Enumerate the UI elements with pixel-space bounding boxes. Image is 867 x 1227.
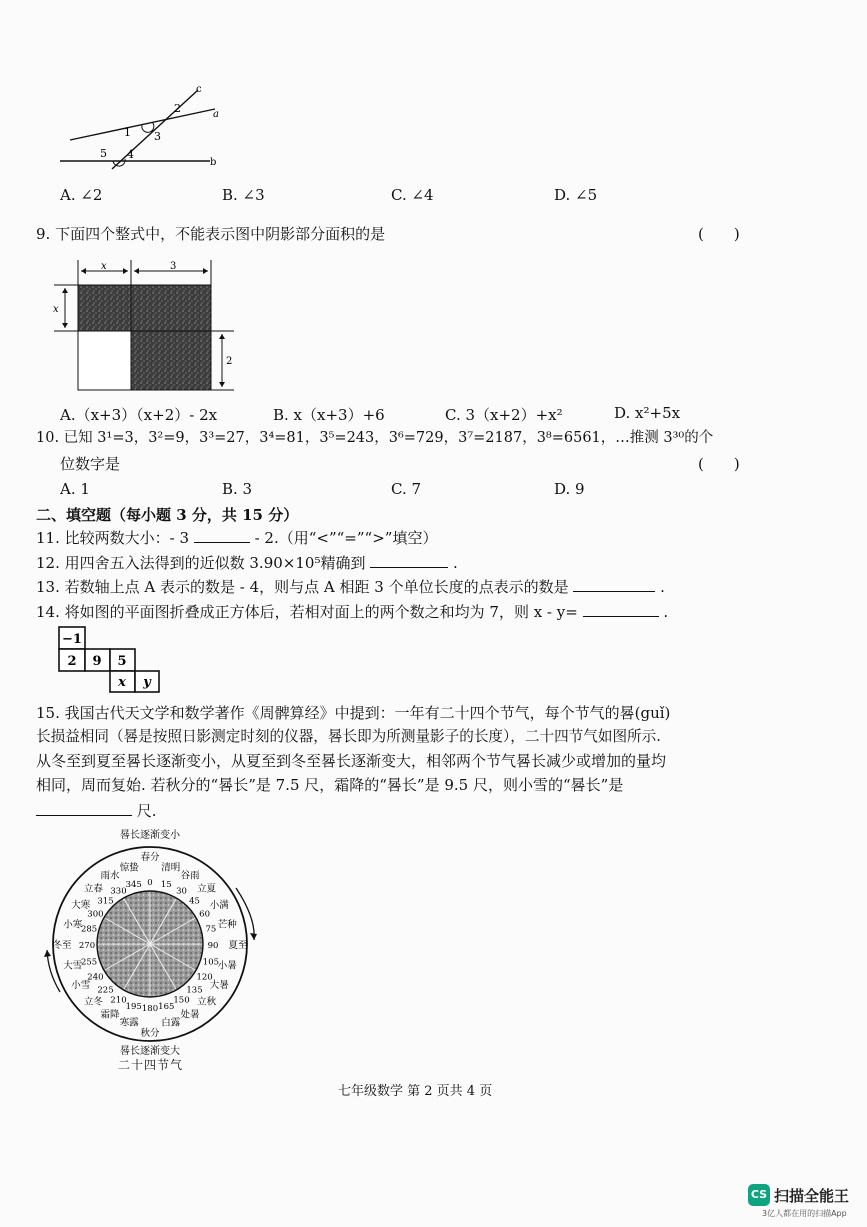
dim-top-x: x [101, 261, 107, 272]
section-2-heading: 二、填空题（每小题 3 分，共 15 分） [36, 506, 299, 524]
solar-term-name: 霜降 [100, 1009, 120, 1021]
q10-paren: ( ) [698, 455, 740, 473]
solar-term-degree: 30 [176, 886, 187, 897]
solar-term-degree: 345 [125, 880, 142, 891]
solar-term-name: 大雪 [63, 960, 83, 972]
solar-term-degree: 45 [189, 896, 200, 907]
wheel-caption: 二十四节气 [118, 1058, 184, 1072]
label-b: b [210, 157, 217, 168]
solar-terms-wheel [30, 822, 270, 1074]
dim-top-3: 3 [170, 261, 177, 272]
q11-part-b: - 2.（用“<”“=”“>”填空） [254, 529, 438, 547]
q15-line-4: 相同，周而复始. 若秋分的“晷长”是 7.5 尺，霜降的“晷长”是 9.5 尺，则小雪的“晷长”是 [36, 776, 624, 794]
solar-term-name: 冬至 [52, 940, 72, 951]
dim-left-x: x [53, 304, 59, 315]
solar-term-name: 立秋 [197, 996, 217, 1008]
label-5: 5 [100, 147, 107, 160]
solar-term-degree: 255 [80, 957, 98, 968]
solar-term-degree: 75 [205, 924, 217, 935]
q10-text: 10. 已知 3¹=3，3²=9，3³=27，3⁴=81，3⁵=243，3⁶=729，3⁷=2187，3⁸=6561，…推测 3³⁰的个 [36, 430, 714, 446]
q13-part-a: 13. 若数轴上点 A 表示的数是 - 4，则与点 A 相距 3 个单位长度的点表示的数是 [36, 578, 569, 596]
scanner-logo [748, 1184, 770, 1206]
q9-option-d: D. x²+5x [614, 404, 681, 422]
solar-term-name: 立冬 [83, 996, 103, 1008]
solar-term-degree: 60 [199, 909, 211, 920]
q10-option-d: D. 9 [554, 480, 585, 498]
solar-term-degree: 195 [125, 1001, 142, 1012]
solar-term-name: 大寒 [71, 900, 91, 911]
label-2: 2 [174, 102, 181, 115]
solar-term-name: 小暑 [217, 960, 237, 972]
q14-part-b: . [663, 603, 669, 621]
solar-term-name: 清明 [161, 862, 181, 874]
solar-term-degree: 150 [173, 995, 190, 1006]
q8-option-b: B. ∠3 [222, 186, 265, 204]
q12-part-b: . [453, 554, 458, 572]
solar-term-degree: 0 [147, 878, 153, 888]
solar-term-name: 夏至 [228, 940, 248, 951]
solar-term-name: 立夏 [197, 883, 217, 895]
solar-term-name: 大暑 [209, 980, 229, 991]
cube-net [56, 624, 166, 696]
solar-term-degree: 210 [110, 995, 127, 1006]
q9-text: 9. 下面四个整式中，不能表示图中阴影部分面积的是 [36, 225, 386, 243]
solar-term-name: 小雪 [71, 980, 91, 991]
solar-term-degree: 165 [158, 1001, 175, 1012]
net-cell-6: y [143, 675, 151, 690]
solar-term-degree: 270 [78, 941, 96, 951]
q10-option-c: C. 7 [391, 480, 422, 498]
q15-line-1: 15. 我国古代天文学和数学著作《周髀算经》中提到：一年有二十四个节气，每个节气的晷(guǐ) [36, 704, 671, 722]
q9-paren: ( ) [698, 225, 740, 243]
angle-figure [50, 82, 240, 172]
solar-term-degree: 330 [110, 886, 127, 897]
q10-option-a: A. 1 [60, 480, 90, 498]
q8-option-a: A. ∠2 [60, 186, 103, 204]
q15-answer [36, 800, 157, 822]
label-4: 4 [127, 148, 134, 161]
scanner-brand-sub: 3亿人都在用的扫描App [762, 1209, 847, 1218]
solar-term-name: 小寒 [63, 919, 83, 931]
q15-blank[interactable] [36, 801, 132, 816]
solar-term-degree: 225 [97, 985, 114, 996]
scanner-brand-name: 扫描全能王 [774, 1187, 850, 1205]
area-figure [50, 256, 250, 398]
q14-blank[interactable] [583, 602, 659, 617]
q9-option-c: C. 3（x+2）+x² [445, 406, 563, 424]
solar-term-name: 春分 [140, 852, 160, 863]
solar-term-name: 芒种 [217, 919, 237, 931]
q13 [36, 576, 665, 598]
solar-term-degree: 135 [186, 985, 203, 996]
net-cell-2: 2 [67, 654, 77, 669]
q12 [36, 552, 458, 574]
dim-right-2: 2 [226, 356, 233, 367]
q11-blank[interactable] [194, 528, 250, 543]
net-cell-3: 9 [92, 654, 102, 669]
solar-term-name: 处暑 [180, 1009, 200, 1021]
solar-term-name: 白露 [161, 1017, 181, 1029]
q8-option-c: C. ∠4 [391, 186, 434, 204]
q14 [36, 601, 668, 623]
scanner-logo-text: CS [750, 1188, 768, 1201]
solar-term-degree: 315 [97, 896, 114, 907]
solar-term-name: 立春 [83, 883, 103, 895]
q15-line-3: 从冬至到夏至晷长逐渐变小，从夏至到冬至晷长逐渐变大，相邻两个节气晷长减少或增加的量均 [36, 752, 667, 770]
net-cell-4: 5 [117, 654, 127, 669]
solar-term-name: 惊蛰 [119, 862, 139, 874]
q13-part-b: . [660, 578, 665, 596]
q8-option-d: D. ∠5 [554, 186, 598, 204]
solar-term-degree: 105 [202, 957, 220, 968]
solar-term-degree: 240 [87, 972, 104, 983]
solar-term-name: 小满 [209, 900, 229, 911]
q9-option-b: B. x（x+3）+6 [273, 406, 385, 424]
q11-part-a: 11. 比较两数大小：- 3 [36, 529, 190, 547]
wheel-top-label: 晷长逐渐变小 [120, 830, 180, 841]
solar-term-degree: 180 [141, 1004, 159, 1014]
label-1: 1 [124, 126, 131, 139]
solar-term-degree: 300 [87, 909, 104, 920]
q12-blank[interactable] [370, 553, 448, 568]
solar-term-degree: 285 [80, 924, 98, 935]
solar-term-degree: 120 [196, 972, 213, 983]
wheel-bottom-label: 晷长逐渐变大 [120, 1046, 180, 1057]
label-3: 3 [154, 130, 161, 143]
q15-unit: 尺. [136, 802, 157, 820]
q10-text2: 位数字是 [60, 455, 121, 473]
solar-term-degree: 90 [207, 941, 219, 951]
solar-term-name: 雨水 [100, 870, 120, 882]
q12-part-a: 12. 用四舍五入法得到的近似数 3.90×10⁵精确到 [36, 554, 366, 572]
q15-line-2: 长损益相同（晷是按照日影测定时刻的仪器，晷长即为所测量影子的长度），二十四节气如图所示. [36, 728, 661, 745]
label-c: c [196, 84, 202, 95]
q10-option-b: B. 3 [222, 480, 253, 498]
q11 [36, 527, 437, 549]
page-footer: 七年级数学 第 2 页共 4 页 [338, 1084, 493, 1099]
net-cell-1: −1 [62, 632, 82, 647]
solar-term-name: 谷雨 [180, 870, 200, 882]
q9-option-a: A.（x+3）（x+2）- 2x [60, 406, 218, 424]
solar-term-name: 寒露 [119, 1017, 139, 1029]
label-a: a [213, 109, 219, 120]
solar-term-name: 秋分 [140, 1028, 160, 1039]
q14-part-a: 14. 将如图的平面图折叠成正方体后，若相对面上的两个数之和均为 7，则 x - y= [36, 603, 578, 621]
solar-term-degree: 15 [160, 880, 172, 891]
net-cell-5: x [118, 675, 126, 690]
q13-blank[interactable] [573, 577, 655, 592]
